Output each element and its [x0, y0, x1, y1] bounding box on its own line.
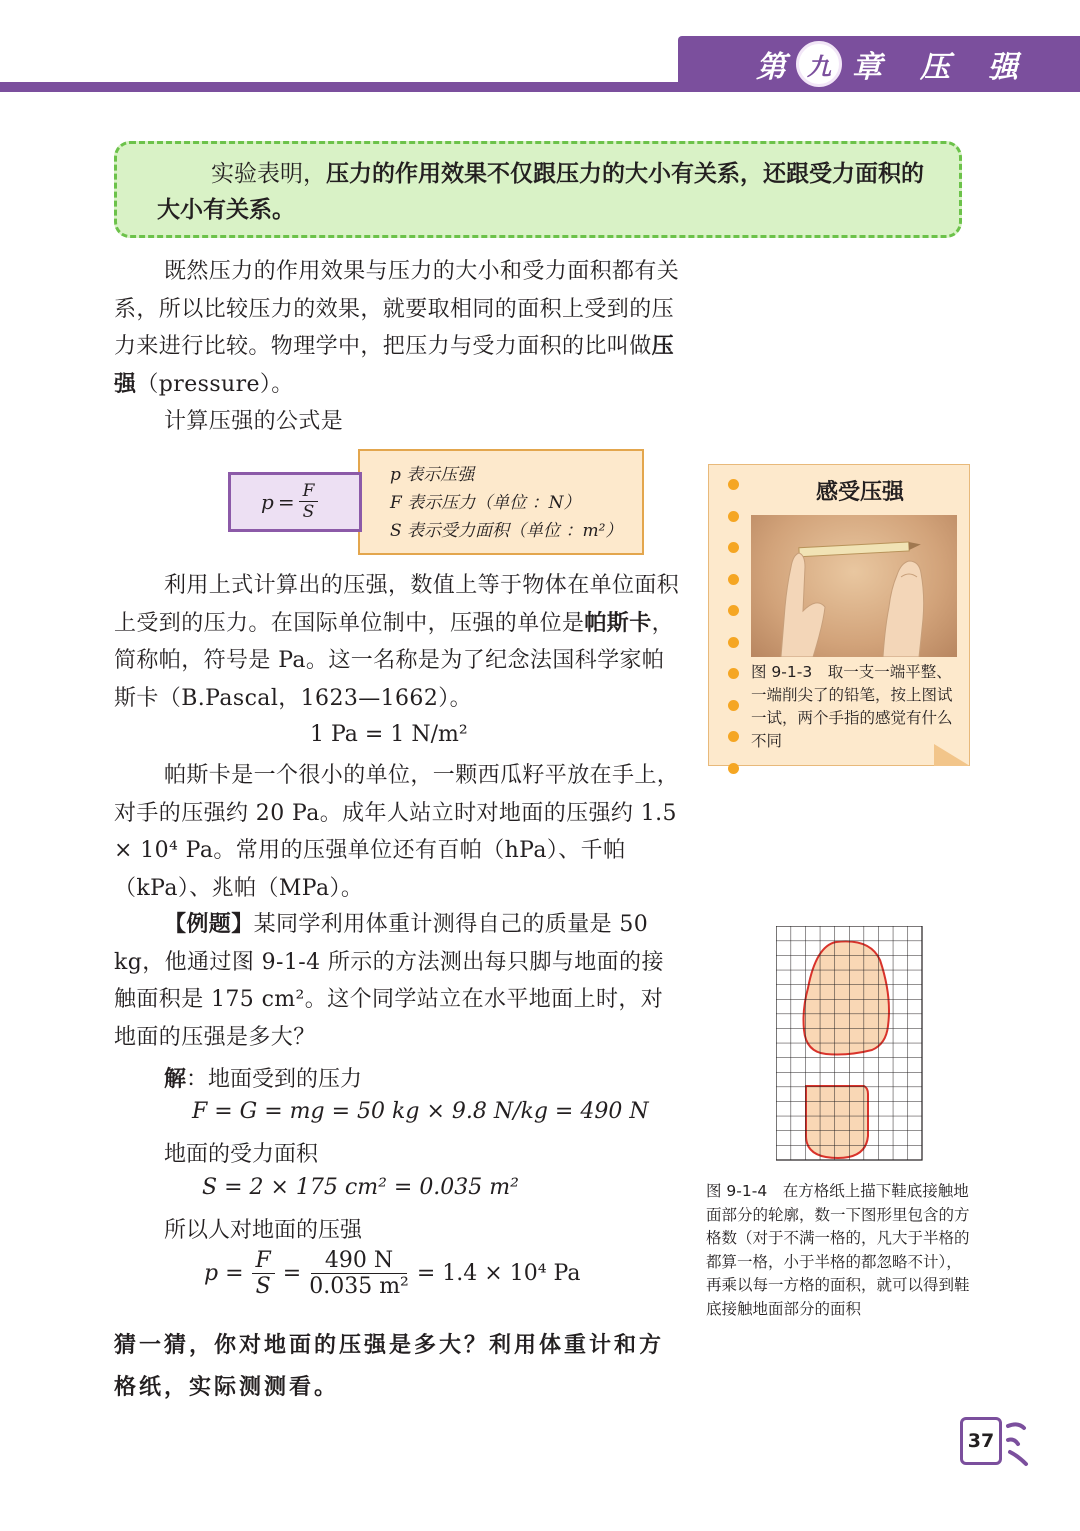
decorative-dots: [728, 479, 739, 794]
paragraph-pressure-definition: [114, 253, 680, 403]
para3-tail: ，简称帕，符号是 Pa。这一名称是为了纪念法国科学家帕斯卡（B.Pascal，1623—1662）。: [114, 610, 675, 711]
chapter-number: 九: [807, 52, 831, 81]
def-p: p 表示压强: [390, 465, 475, 485]
grid-caption: 图 9-1-4 在方格纸上描下鞋底接触地面部分的轮廓，数一下图形里包含的方格数（对于不满一格的，凡大于半格的都算一格，小于半格的都忽略不计），再乘以每一方格的面积，就可以得到鞋底接触地面部分的面积: [706, 1182, 970, 1318]
page-fold: [934, 744, 970, 766]
formula-definitions-box: [358, 449, 644, 555]
formula-box: [228, 472, 362, 532]
page-number-decoration: [1004, 1418, 1032, 1468]
def-F: F 表示压力（单位 ：N）: [390, 493, 581, 513]
chapter-title-1: 压: [920, 50, 950, 85]
page-number: 37: [960, 1417, 1002, 1465]
paragraph-pascal-examples: 帕斯卡是一个很小的单位，一颗西瓜籽平放在手上，对手的压强约 20 Pa。成年人站立时对地面的压强约 1.5 × 10⁴ Pa。常用的压强单位还有百帕（hPa）、千帕（kPa）、兆帕（MPa）。: [114, 763, 680, 901]
sidebox-caption: 图 9-1-3 取一支一端平整、一端削尖了的铅笔，按上图试一试，两个手指的感觉有什么不同: [751, 663, 953, 750]
solution-equation-1: F = G = mg = 50 kg × 9.8 N/kg = 490 N: [192, 1099, 649, 1124]
pencil-fingers-photo: [751, 515, 957, 657]
chapter-title-2: 强: [988, 50, 1018, 85]
final-equals: =: [282, 1261, 302, 1286]
chapter-number-badge: [796, 41, 842, 87]
example-tag: 【例题】: [164, 911, 254, 937]
solution-equation-2: S = 2 × 175 cm² = 0.035 m²: [202, 1175, 519, 1200]
final-result: = 1.4 × 10⁴ Pa: [416, 1261, 581, 1286]
formula-denominator: S: [302, 502, 315, 522]
final-fraction-2: [309, 1248, 409, 1299]
solution-final-equation: [204, 1248, 580, 1299]
guess-prompt: 猜一猜，你对地面的压强是多大？利用体重计和方格纸，实际测测看。: [114, 1332, 665, 1400]
term-pressure: 压强: [114, 333, 675, 397]
formula-equals: =: [277, 489, 295, 514]
example-text: 某同学利用体重计测得自己的质量是 50 kg，他通过图 9-1-4 所示的方法测出每只脚与地面的接触面积是 175 cm²。这个同学站立在水平地面上时，对地面的压强是多大？: [114, 912, 664, 1050]
final-lhs: p =: [204, 1261, 244, 1286]
solution-line-1: [164, 1062, 362, 1093]
term-pascal: 帕斯卡: [584, 609, 652, 636]
def-S: S 表示受力面积（单位 ：m²）: [390, 521, 623, 541]
formula-numerator: F: [299, 481, 319, 502]
equation-pascal: 1 Pa = 1 N/m²: [310, 722, 468, 747]
final-den1: S: [255, 1274, 271, 1299]
final-num1: F: [252, 1248, 275, 1274]
feel-pressure-box: [708, 464, 970, 766]
solution-line-3: 所以人对地面的压强: [164, 1218, 363, 1243]
para3-text: 利用上式计算出的压强，数值上等于物体在单位面积上受到的压力。在国际单位制中，压强的单位是: [114, 573, 680, 636]
conclusion-bold: 压力的作用效果不仅跟压力的大小有关系，还跟受力面积的大小有关系。: [157, 161, 924, 223]
para1-text: 既然压力的作用效果与压力的大小和受力面积都有关系，所以比较压力的效果，就要取相同的面积上受到的压力来进行比较。物理学中，把压力与受力面积的比叫做: [114, 259, 680, 359]
final-num2: 490 N: [311, 1248, 407, 1274]
conclusion-lead: 实验表明，: [211, 161, 326, 187]
chapter-suffix: 章: [852, 50, 882, 85]
solution-text-1: ：地面受到的压力: [186, 1067, 363, 1092]
final-fraction-1: [252, 1248, 275, 1299]
para1-tail: （pressure）。: [136, 371, 294, 397]
chapter-tab: [678, 36, 1080, 92]
solution-label: 解: [164, 1066, 187, 1092]
formula-fraction: [299, 481, 319, 522]
chapter-prefix: 第: [756, 50, 786, 85]
shoe-grid-figure: [776, 926, 924, 1166]
paragraph-example: [114, 906, 680, 1056]
conclusion-box: [114, 141, 962, 238]
formula-lhs: p: [261, 489, 274, 514]
final-den2: 0.035 m²: [309, 1274, 409, 1299]
sidebox-title: 感受压强: [815, 480, 904, 505]
solution-line-2: 地面的受力面积: [164, 1142, 319, 1167]
paragraph-pascal-unit: [114, 567, 680, 717]
paragraph-formula-intro: 计算压强的公式是: [164, 409, 344, 434]
